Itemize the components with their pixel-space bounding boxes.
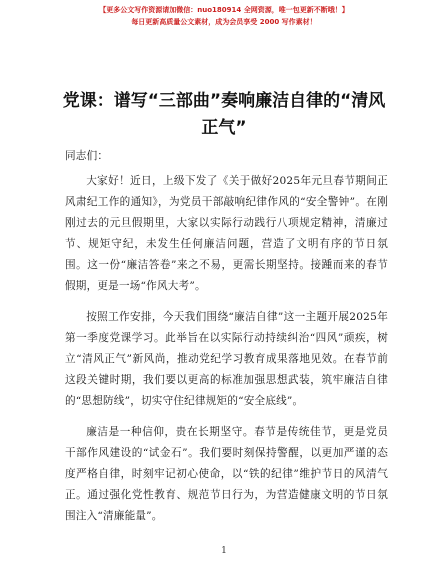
promo-banner-line-1: 【更多公文写作资源请加微信：nuo180914 全网资源，唯一包更新不断哦！】: [99, 6, 349, 14]
paragraph-3: 廉洁是一种信仰，贵在长期坚守。春节是传统佳节，更是党员干部作风建设的“试金石”。我们要时刻保持警醒，以更加严谨的态度严格自律，时刻牢记初心使命，以“铁的纪律”维护节日的风清气正。通过强化党性教育、规范节日行为，为营造健康文明的节日氛围注入“清廉能量”。: [65, 426, 388, 522]
document-title-line-1: 党课：谱写“三部曲”奏响廉洁自律的“清风: [62, 91, 386, 111]
salutation: 同志们：: [65, 150, 109, 162]
document-title: [60, 88, 388, 142]
promo-banner: [0, 4, 448, 28]
page-number: 1: [221, 546, 227, 556]
document-title-line-2: 正气”: [201, 118, 247, 138]
paragraph-2: 按照工作安排，今天我们围绕“廉洁自律”这一主题开展2025年第一季度党课学习。此举旨在以实际行动持续纠治“四风”顽疾，树立“清风正气”新风尚，推动党纪学习教育成果落地见效。在春节前这段关键时期，我们要以更高的标准加强思想武装，筑牢廉洁自律的“思想防线”，切实守住纪律规矩的“安全底线”。: [65, 311, 388, 407]
document-body: [65, 146, 388, 537]
promo-banner-line-2: 每日更新高质量公文素材，成为会员享受 2000 写作素材！: [131, 18, 317, 26]
paragraph-1: 大家好！近日，上级下发了《关于做好2025年元旦春节期间正风肃纪工作的通知》，为党员干部敲响纪律作风的“安全警钟”。在刚刚过去的元旦假期里，大家以实际行动践行八项规定精神，清廉过节、规矩守纪，未发生任何廉洁问题，营造了文明有序的节日氛围。这一份“廉洁答卷”来之不易，更需长期坚持。接踵而来的春节假期，更是一场“作风大考”。: [65, 175, 388, 292]
